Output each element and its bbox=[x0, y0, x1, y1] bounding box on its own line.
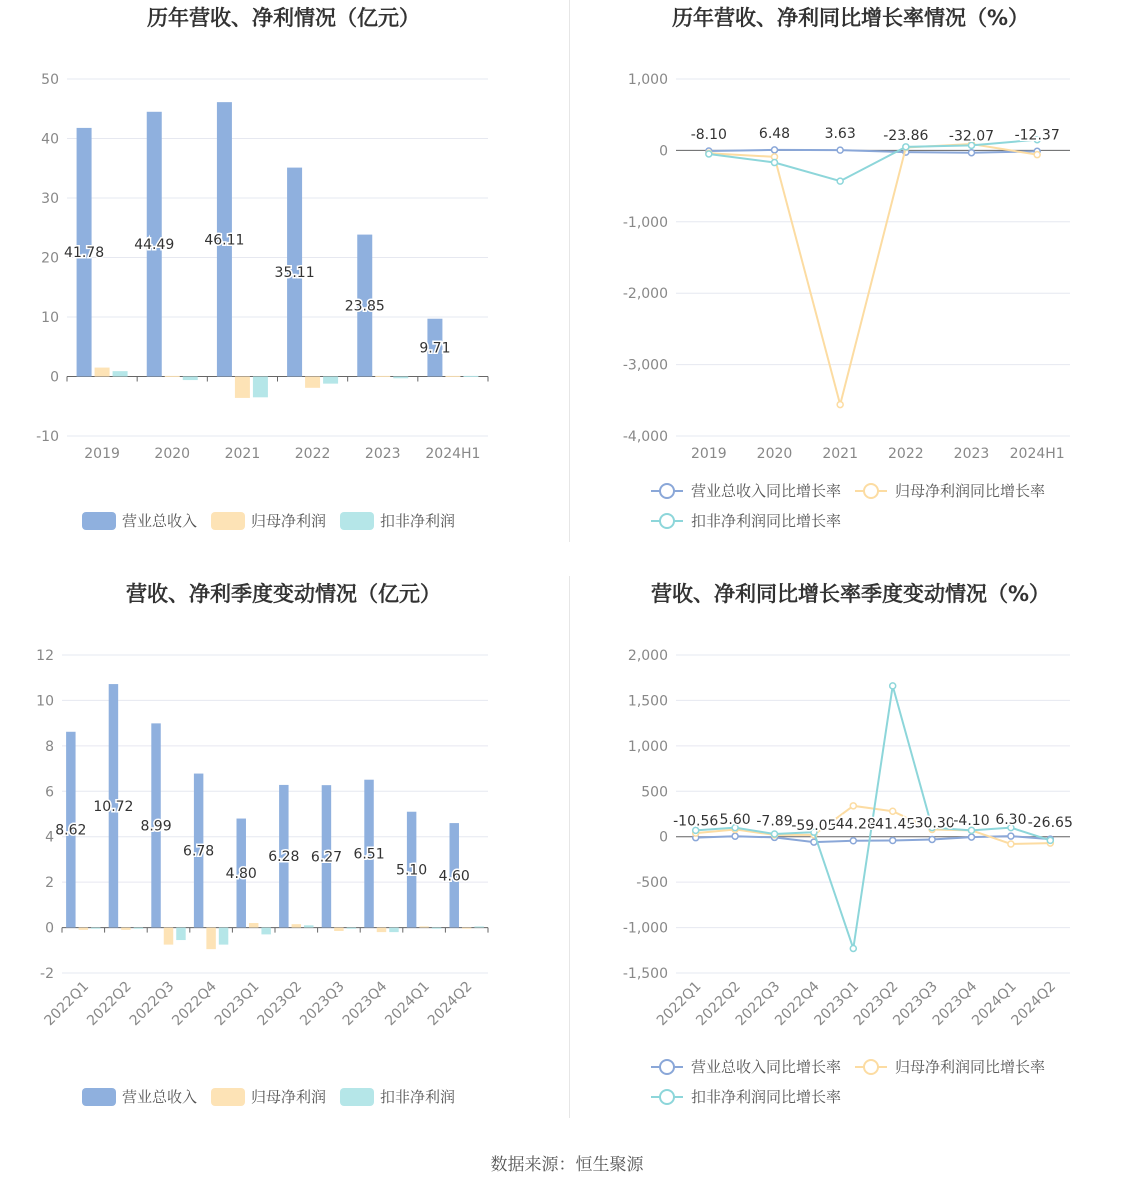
bar-parent-profit bbox=[462, 928, 471, 929]
bar-parent-profit bbox=[164, 928, 173, 945]
x-tick-label: 2022Q4 bbox=[772, 978, 823, 1030]
x-tick-label: 2024Q2 bbox=[424, 978, 476, 1030]
divider-top bbox=[569, 0, 570, 542]
y-tick-label: 1,500 bbox=[627, 693, 668, 710]
chart-title-quarterly-growth: 营收、净利同比增长率季度变动情况（%） bbox=[650, 582, 1051, 606]
data-point bbox=[706, 151, 712, 157]
x-tick-label: 2022Q4 bbox=[169, 978, 220, 1030]
legend-swatch bbox=[82, 1088, 116, 1106]
y-tick-label: 8 bbox=[45, 738, 54, 755]
panel-annual-growth bbox=[567, 0, 1134, 560]
bar-value-label: 35.11 bbox=[274, 265, 315, 282]
x-tick-label: 2022Q1 bbox=[41, 978, 93, 1030]
y-tick-label: -500 bbox=[636, 875, 668, 892]
data-point bbox=[850, 838, 856, 844]
bar-deducted-profit bbox=[253, 377, 268, 398]
y-tick-label: -1,500 bbox=[622, 966, 668, 982]
x-tick-label: 2023Q4 bbox=[929, 978, 981, 1030]
line-value-label: 3.63 bbox=[824, 126, 856, 143]
bar-deducted-profit bbox=[463, 376, 478, 377]
bar-deducted-profit bbox=[304, 925, 313, 927]
line-value-label: -30.30 bbox=[909, 815, 955, 832]
legend-swatch bbox=[211, 1088, 245, 1106]
bar-deducted-profit bbox=[474, 926, 483, 927]
bar-value-label: 8.99 bbox=[140, 818, 172, 835]
bar-parent-profit bbox=[165, 376, 180, 377]
data-point bbox=[837, 147, 843, 153]
bar-value-label: 6.27 bbox=[310, 849, 343, 866]
y-tick-label: 4 bbox=[45, 829, 54, 846]
y-tick-label: -2,000 bbox=[622, 286, 668, 303]
y-tick-label: 20 bbox=[41, 250, 59, 267]
bar-parent-profit bbox=[95, 368, 110, 377]
bar-parent-profit bbox=[305, 377, 320, 388]
panel-quarterly-growth bbox=[567, 576, 1134, 1136]
bar-parent-profit bbox=[334, 928, 343, 931]
legend-label: 营业总收入 bbox=[122, 512, 198, 530]
bar-value-label: 6.78 bbox=[183, 843, 215, 860]
bar-deducted-profit bbox=[183, 377, 198, 381]
y-tick-label: -2 bbox=[40, 966, 54, 982]
y-tick-label: -1,000 bbox=[622, 214, 668, 231]
x-tick-label: 2023 bbox=[364, 446, 401, 462]
y-tick-label: 500 bbox=[641, 784, 668, 801]
legend-swatch bbox=[340, 512, 374, 530]
x-tick-label: 2021 bbox=[224, 446, 261, 462]
data-point bbox=[772, 147, 778, 153]
legend-label: 归母净利润 bbox=[251, 512, 327, 530]
x-tick-label: 2023Q3 bbox=[890, 978, 941, 1030]
chart-annual-amounts bbox=[0, 0, 567, 560]
legend-label: 扣非净利润 bbox=[380, 1088, 456, 1106]
data-point bbox=[890, 837, 896, 843]
y-tick-label: 0 bbox=[659, 829, 668, 846]
legend-label: 归母净利润同比增长率 bbox=[895, 1058, 1046, 1076]
bar-value-label: 23.85 bbox=[344, 298, 385, 315]
legend-marker bbox=[660, 514, 674, 528]
bar-deducted-profit bbox=[219, 928, 228, 945]
x-tick-label: 2020 bbox=[154, 446, 191, 462]
data-point bbox=[850, 803, 856, 809]
bar-parent-profit bbox=[375, 376, 390, 377]
chart-title-annual-growth: 历年营收、净利同比增长率情况（%） bbox=[671, 6, 1030, 30]
y-tick-label: 0 bbox=[50, 369, 59, 386]
line-value-label: -59.05 bbox=[791, 818, 837, 835]
legend-marker bbox=[864, 484, 878, 498]
x-tick-label: 2019 bbox=[84, 446, 120, 462]
y-tick-label: 50 bbox=[41, 72, 59, 88]
legend-marker bbox=[660, 484, 674, 498]
panel-quarterly-amounts bbox=[0, 576, 567, 1136]
bar-deducted-profit bbox=[323, 377, 338, 384]
bar-deducted-profit bbox=[134, 928, 143, 929]
x-tick-label: 2024Q2 bbox=[1008, 978, 1060, 1030]
bar-value-label: 5.10 bbox=[396, 862, 428, 879]
data-point bbox=[837, 178, 843, 184]
bar-value-label: 46.11 bbox=[204, 232, 245, 249]
data-point bbox=[903, 144, 909, 150]
y-tick-label: 1,000 bbox=[627, 738, 668, 755]
bar-parent-profit bbox=[292, 924, 301, 927]
data-point bbox=[837, 402, 843, 408]
legend-marker bbox=[864, 1060, 878, 1074]
x-tick-label: 2023Q2 bbox=[850, 978, 902, 1030]
data-point bbox=[772, 160, 778, 166]
x-tick-label: 2024Q1 bbox=[382, 978, 433, 1030]
x-tick-label: 2023Q1 bbox=[211, 978, 263, 1030]
bar-value-label: 41.78 bbox=[64, 245, 105, 262]
line-value-label: -10.56 bbox=[673, 813, 719, 830]
legend-label: 归母净利润 bbox=[251, 1088, 327, 1106]
bar-deducted-profit bbox=[393, 377, 408, 379]
chart-title-quarterly-amounts: 营收、净利季度变动情况（亿元） bbox=[126, 582, 441, 606]
line-value-label: -44.28 bbox=[830, 816, 876, 833]
x-tick-label: 2022Q2 bbox=[693, 978, 744, 1030]
x-tick-label: 2022Q2 bbox=[84, 978, 135, 1030]
y-tick-label: 0 bbox=[659, 143, 668, 160]
bar-deducted-profit bbox=[432, 928, 441, 929]
x-tick-label: 2024H1 bbox=[425, 446, 481, 462]
series-line-1 bbox=[709, 144, 1037, 405]
data-source-note: 数据来源：恒生聚源 bbox=[490, 1155, 644, 1175]
legend-marker bbox=[660, 1090, 674, 1104]
y-tick-label: 0 bbox=[45, 920, 54, 937]
x-tick-label: 2019 bbox=[691, 446, 727, 462]
x-tick-label: 2024H1 bbox=[1009, 446, 1065, 462]
legend-label: 营业总收入同比增长率 bbox=[691, 482, 842, 500]
line-value-label: -32.07 bbox=[948, 128, 995, 145]
x-tick-label: 2023 bbox=[953, 446, 990, 462]
bar-value-label: 8.62 bbox=[55, 822, 87, 839]
line-value-label: -41.45 bbox=[870, 816, 916, 833]
data-point bbox=[772, 831, 778, 837]
y-tick-label: 1,000 bbox=[627, 72, 668, 88]
bar-value-label: 4.60 bbox=[438, 868, 470, 885]
bar-value-label: 6.51 bbox=[353, 846, 385, 863]
y-tick-label: 10 bbox=[36, 693, 54, 710]
line-value-label: 5.60 bbox=[719, 812, 751, 829]
bar-parent-profit bbox=[249, 923, 258, 928]
line-value-label: -4.10 bbox=[953, 813, 990, 830]
line-value-label: -8.10 bbox=[690, 126, 727, 143]
chart-quarterly-growth bbox=[567, 576, 1134, 1136]
bar-parent-profit bbox=[419, 926, 428, 927]
y-tick-label: -10 bbox=[36, 429, 59, 445]
y-tick-label: 2,000 bbox=[627, 648, 668, 664]
x-tick-label: 2022Q3 bbox=[732, 978, 784, 1030]
bar-parent-profit bbox=[79, 928, 88, 930]
y-tick-label: 10 bbox=[41, 310, 59, 326]
line-value-label: -7.89 bbox=[756, 813, 793, 830]
line-value-label: 6.30 bbox=[995, 812, 1027, 829]
chart-annual-growth bbox=[567, 0, 1134, 560]
x-tick-label: 2024Q1 bbox=[969, 978, 1020, 1030]
x-tick-label: 2020 bbox=[756, 446, 793, 462]
x-tick-label: 2022Q1 bbox=[653, 978, 705, 1030]
line-value-label: -23.86 bbox=[883, 128, 929, 145]
data-point bbox=[969, 150, 975, 156]
y-tick-label: 12 bbox=[36, 648, 54, 664]
bar-deducted-profit bbox=[176, 928, 185, 940]
legend-swatch bbox=[340, 1088, 374, 1106]
bar-value-label: 9.71 bbox=[419, 340, 451, 357]
bar-deducted-profit bbox=[113, 371, 128, 376]
x-tick-label: 2022 bbox=[888, 446, 924, 462]
data-point bbox=[969, 834, 975, 840]
y-tick-label: 2 bbox=[45, 875, 54, 892]
data-point bbox=[890, 683, 896, 689]
bar-value-label: 4.80 bbox=[225, 866, 257, 883]
panel-annual-amounts bbox=[0, 0, 567, 560]
bar-value-label: 10.72 bbox=[93, 798, 134, 815]
data-point bbox=[890, 808, 896, 814]
legend-label: 扣非净利润同比增长率 bbox=[691, 512, 842, 530]
data-point bbox=[850, 945, 856, 951]
line-value-label: -12.37 bbox=[1014, 127, 1060, 144]
data-point bbox=[1008, 841, 1014, 847]
legend-label: 归母净利润同比增长率 bbox=[895, 482, 1046, 500]
bar-deducted-profit bbox=[261, 928, 270, 935]
y-tick-label: 30 bbox=[41, 191, 59, 207]
x-tick-label: 2023Q4 bbox=[339, 978, 391, 1030]
legend-swatch bbox=[211, 512, 245, 530]
x-tick-label: 2022Q3 bbox=[126, 978, 178, 1030]
data-point bbox=[1034, 152, 1040, 158]
legend-label: 营业总收入 bbox=[122, 1088, 198, 1106]
x-tick-label: 2021 bbox=[822, 446, 858, 462]
divider-bottom bbox=[569, 576, 570, 1118]
line-value-label: -26.65 bbox=[1027, 815, 1073, 832]
bar-value-label: 44.49 bbox=[134, 237, 175, 254]
bar-parent-profit bbox=[377, 928, 386, 933]
line-value-label: 6.48 bbox=[758, 125, 791, 142]
y-tick-label: -1,000 bbox=[622, 920, 668, 937]
x-tick-label: 2022 bbox=[294, 446, 331, 462]
y-tick-label: -4,000 bbox=[622, 429, 668, 445]
data-point bbox=[732, 833, 738, 839]
x-tick-label: 2023Q2 bbox=[254, 978, 306, 1030]
bar-deducted-profit bbox=[91, 928, 100, 929]
legend-marker bbox=[660, 1060, 674, 1074]
data-point bbox=[929, 836, 935, 842]
bar-deducted-profit bbox=[389, 928, 398, 933]
bar-deducted-profit bbox=[347, 928, 356, 929]
bar-parent-profit bbox=[445, 376, 460, 377]
legend-label: 扣非净利润 bbox=[380, 512, 456, 530]
y-tick-label: 6 bbox=[45, 784, 54, 801]
chart-title-annual-amounts: 历年营收、净利情况（亿元） bbox=[147, 6, 420, 30]
bar-parent-profit bbox=[206, 928, 215, 950]
legend-swatch bbox=[82, 512, 116, 530]
x-tick-label: 2023Q3 bbox=[297, 978, 348, 1030]
bar-parent-profit bbox=[121, 928, 130, 930]
bar-value-label: 6.28 bbox=[268, 849, 300, 866]
data-point bbox=[1008, 833, 1014, 839]
chart-quarterly-amounts bbox=[0, 576, 567, 1136]
x-tick-label: 2023Q1 bbox=[811, 978, 863, 1030]
y-tick-label: -3,000 bbox=[622, 357, 668, 374]
bar-parent-profit bbox=[235, 377, 250, 398]
y-tick-label: 40 bbox=[41, 131, 59, 148]
data-point bbox=[1047, 837, 1053, 843]
legend-label: 营业总收入同比增长率 bbox=[691, 1058, 842, 1076]
legend-label: 扣非净利润同比增长率 bbox=[691, 1088, 842, 1106]
